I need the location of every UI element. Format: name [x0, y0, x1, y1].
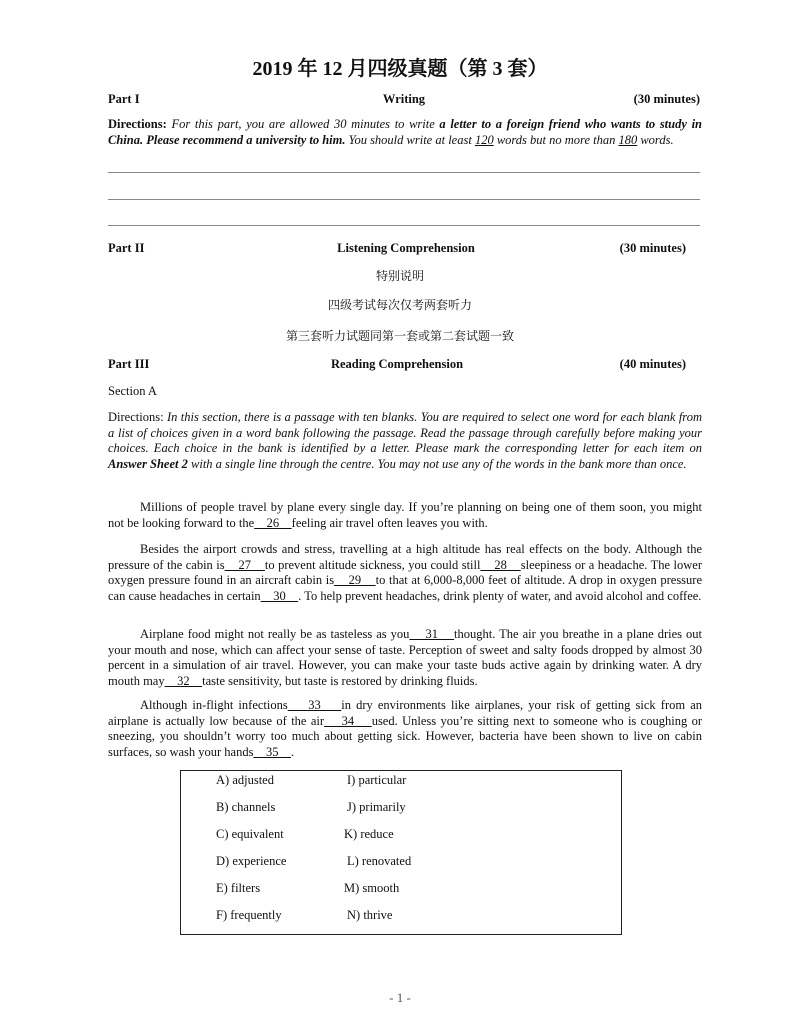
passage-paragraph: Besides the airport crowds and stress, travelling at a high altitude has real effects on the body. Although the pressure of the cabin is 27 to prevent altitude sickness, you could still 28 sleepiness or a headache. The lower oxygen pressure found in an aircraft cabin is 29 to that at 6,000-8,000 feet of altitude. A drop in oxygen pressure can cause headaches in certain 30 . To help prevent headaches, drink plenty of water, and avoid alcohol and coffee. [108, 542, 703, 603]
blank-27: 27 [224, 557, 265, 572]
listening-note-line: 四级考试每次仅考两套听力 [327, 298, 472, 312]
word-option: C) equivalent [216, 827, 284, 841]
writing-line [108, 199, 700, 200]
part3-name: Reading Comprehension [330, 357, 464, 371]
blank-30: 30 [260, 588, 299, 603]
word-option: M) smooth [344, 881, 400, 895]
page-number: - 1 - [389, 990, 411, 1005]
part1-directions-label: Directions: [108, 117, 167, 131]
part3-directions: Directions: In this section, there is a passage with ten blanks. You are required to select one word for each blank from a list of choices given in a word bank following the passage. Read the passage through carefully before making your choices. Each choice in the bank is identified by a letter. Please mark the corresponding letter for each item on Answer Sheet 2 with a single line through the centre. You may not use any of the words in the bank more than once. [108, 410, 702, 471]
blank-35: 35 [253, 744, 291, 759]
word-option: E) filters [216, 881, 261, 895]
blank-29: 29 [334, 573, 376, 587]
part3-time: (40 minutes) [619, 357, 686, 371]
passage-paragraph: Millions of people travel by plane every single day. If you’re planning on being one of them soon, you might not be looking forward to the 26 feeling air travel often leaves you with. [108, 500, 702, 530]
part2-label: Part II [108, 241, 145, 255]
blank-31: 31 [409, 627, 455, 641]
word-option: A) adjusted [216, 773, 274, 787]
passage-paragraph: Although in-flight infections 33 in dry environments like airplanes, your risk of getting sick from an airplane is actually low because of the air 34 used. Unless you’re sitting next to someone who is coughing or sneezing, you shouldn’t worry too much about getting sick. However, bacteria have been shown to live on cabin surfaces, so wash your hands 35 . [108, 698, 703, 759]
word-option: B) channels [216, 800, 276, 814]
blank-28: 28 [480, 557, 521, 572]
blank-34: 34 [324, 713, 372, 728]
section-label: Section A [108, 384, 157, 398]
page-title: 2019 年 12 月四级真题（第 3 套） [252, 58, 548, 80]
word-bank [180, 770, 622, 935]
word-option: J) primarily [347, 800, 406, 814]
blank-32: 32 [164, 673, 203, 688]
part2-name: Listening Comprehension [337, 241, 475, 255]
blank-33: 33 [287, 698, 342, 712]
listening-note-line: 第三套听力试题同第一套或第二套试题一致 [285, 329, 514, 343]
word-option: K) reduce [344, 827, 394, 841]
part1-name: Writing [382, 92, 426, 106]
part2-time: (30 minutes) [619, 241, 686, 255]
word-option: F) frequently [216, 908, 282, 922]
writing-line [108, 225, 700, 226]
writing-line [108, 172, 700, 173]
word-option: L) renovated [347, 854, 412, 868]
part1-directions: Directions: For this part, you are allowed 30 minutes to write a letter to a foreign friend who wants to study in China. Please recommend a university to him. You should write at least 120 words but no more than 180 words. [108, 117, 702, 147]
passage-paragraph: Airplane food might not really be as tasteless as you 31 thought. The air you breathe in a plane dries out your mouth and nose, which can affect your sense of taste. Perception of sweet and salty foods dropped by almost 30 percent in a simulation of air travel. However, you can make your taste buds active again by drinking water. A dry mouth may 32 taste sensitivity, but taste is restored by drinking fluids. [108, 627, 703, 688]
part3-label: Part III [108, 357, 150, 371]
part1-label: Part I [108, 92, 140, 106]
word-option: I) particular [347, 773, 407, 787]
part1-time: (30 minutes) [633, 92, 700, 106]
listening-note-heading: 特别说明 [375, 269, 424, 283]
word-option: D) experience [216, 854, 287, 868]
word-option: N) thrive [347, 908, 393, 922]
blank-26: 26 [254, 515, 292, 530]
